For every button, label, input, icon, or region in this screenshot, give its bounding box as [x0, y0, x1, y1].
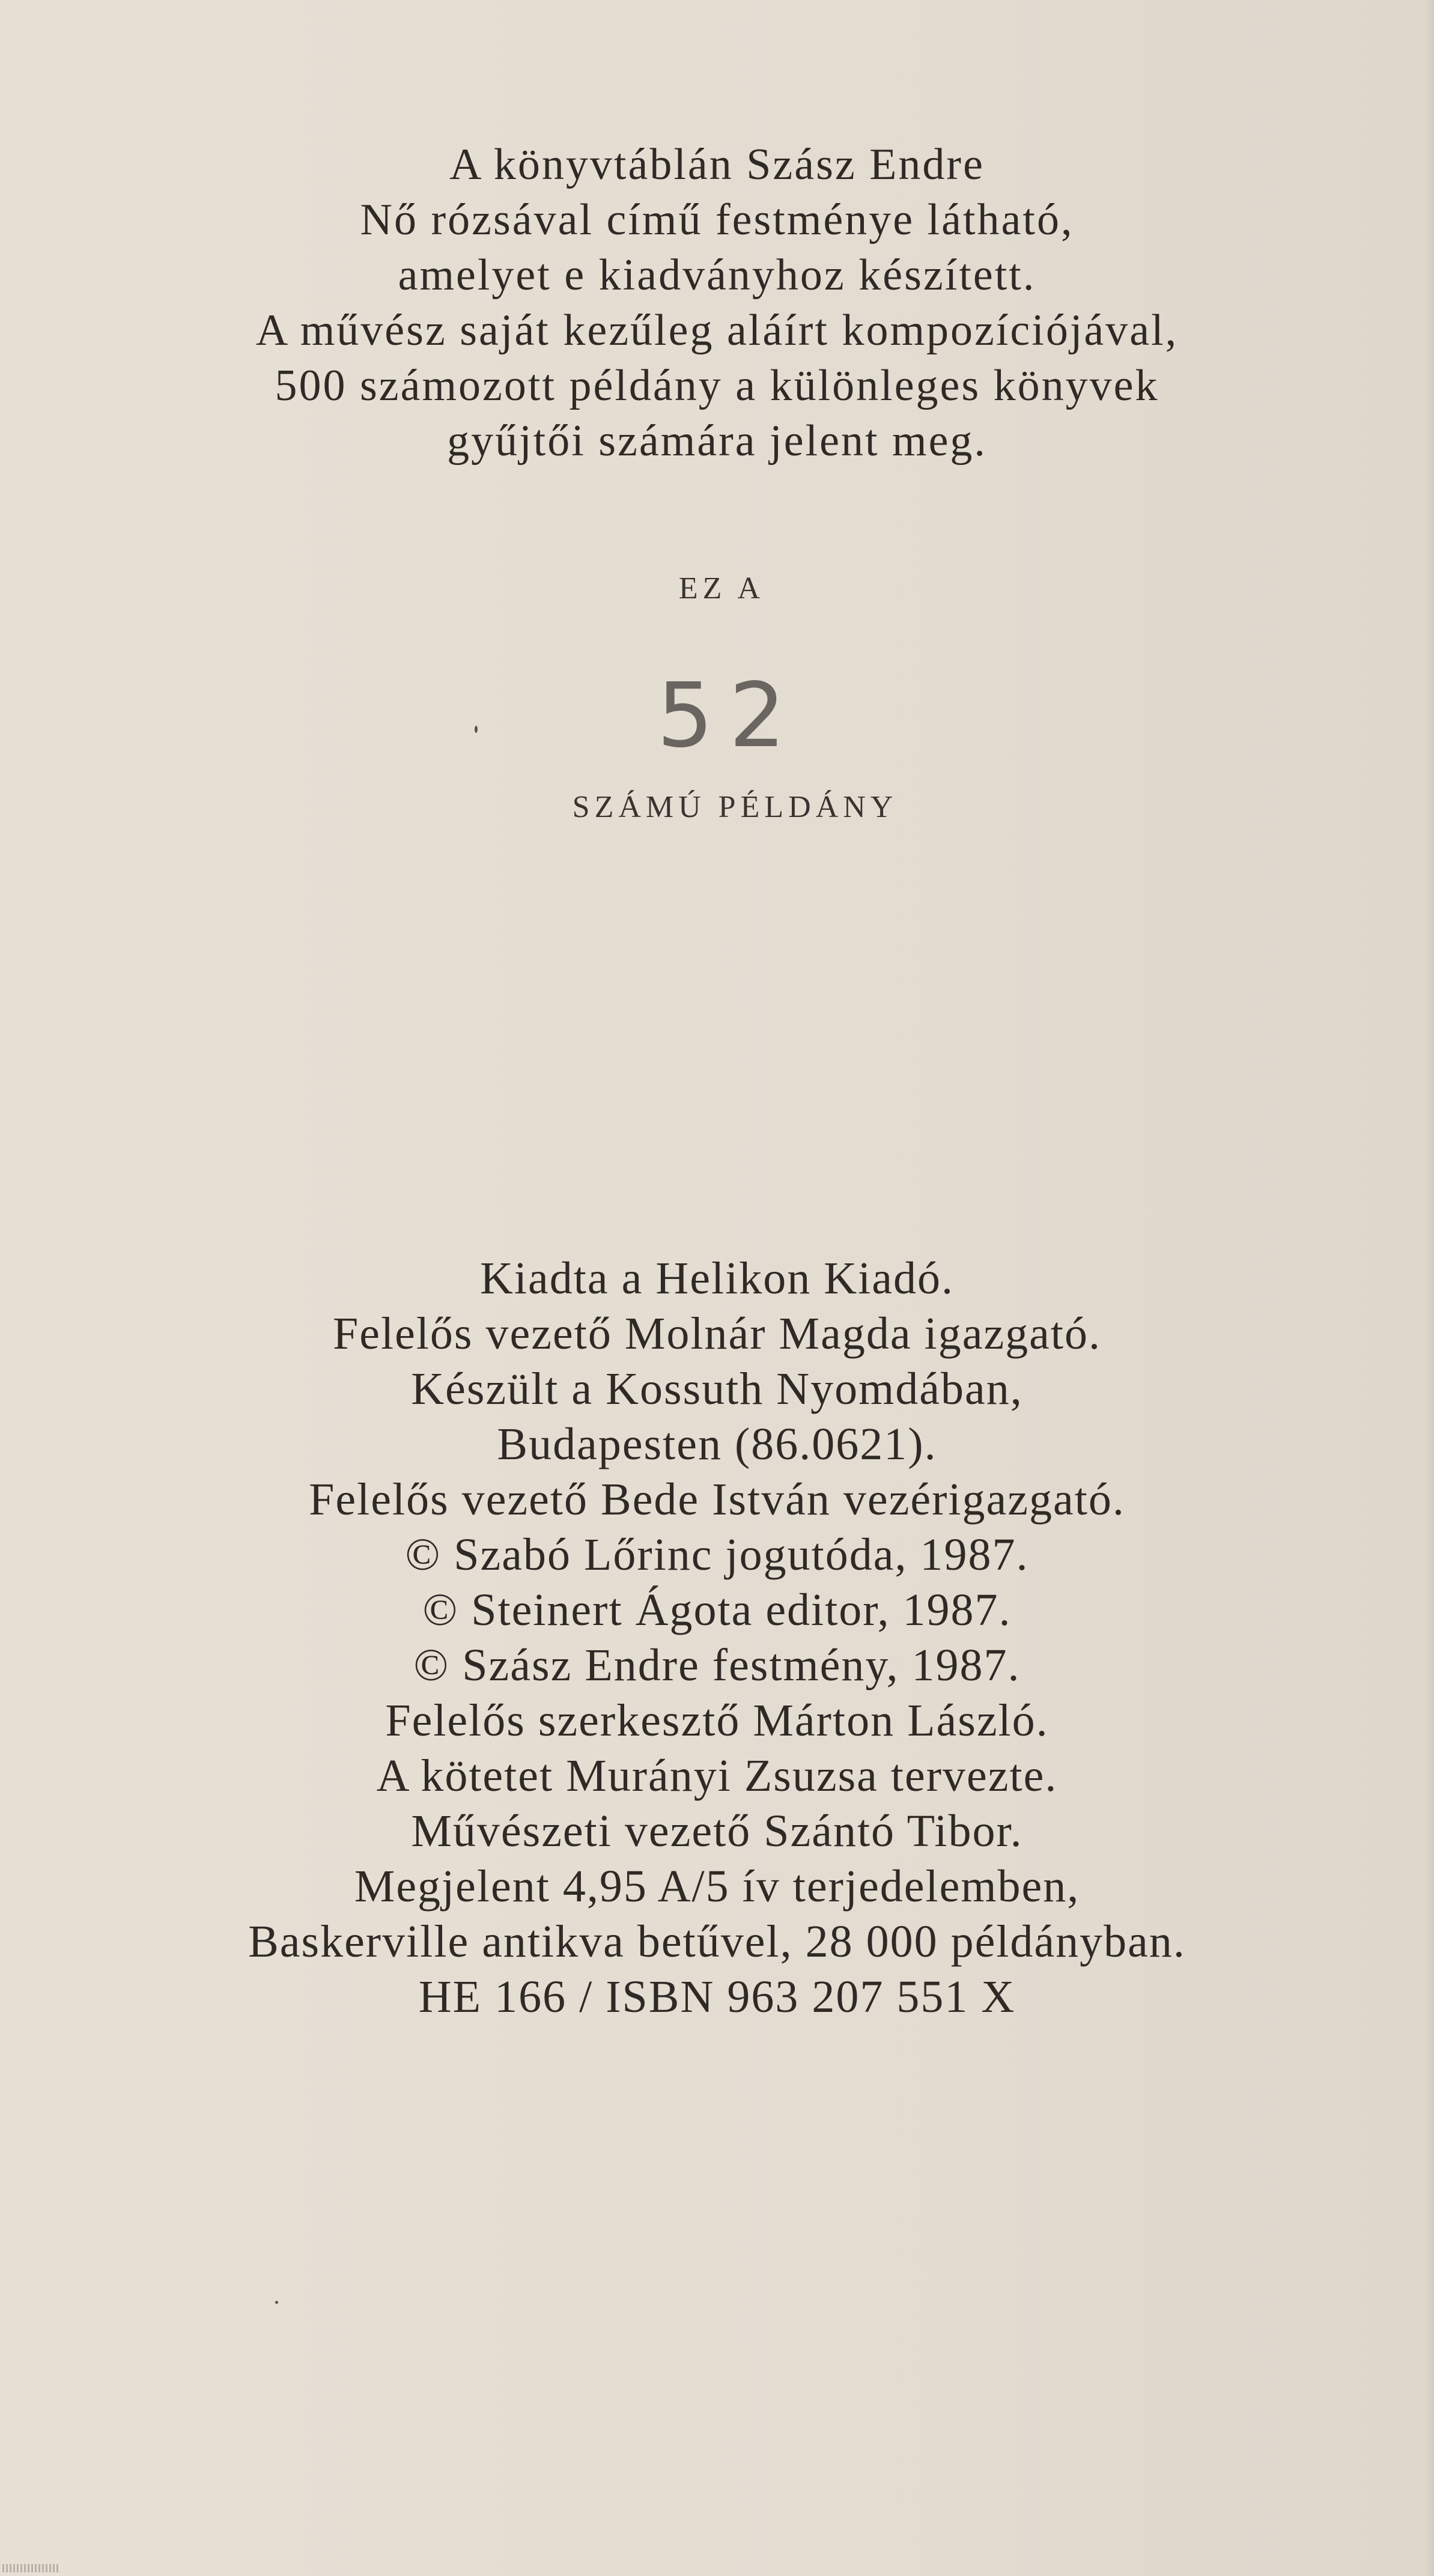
- ez-a-label: EZ A: [678, 571, 765, 606]
- colophon-line: Készült a Kossuth Nyomdában,: [411, 1364, 1023, 1414]
- notice-line: amelyet e kiadványhoz készített.: [398, 251, 1036, 300]
- limited-edition-notice: [0, 137, 1434, 469]
- colophon-line: HE 166 / ISBN 963 207 551 X: [418, 1972, 1016, 2022]
- notice-line: gyűjtői számára jelent meg.: [447, 416, 987, 466]
- notice-line: 500 számozott példány a különleges könyvek: [275, 361, 1159, 410]
- colophon-line: Megjelent 4,95 A/5 ív terjedelemben,: [354, 1861, 1080, 1912]
- colophon-line: Kiadta a Helikon Kiadó.: [480, 1253, 954, 1304]
- colophon-line: © Szász Endre festmény, 1987.: [413, 1640, 1021, 1690]
- colophon-line: Baskerville antikva betűvel, 28 000 példányban.: [248, 1916, 1186, 1967]
- colophon-line: A kötetet Murányi Zsuzsa tervezte.: [376, 1751, 1058, 1801]
- colophon: [0, 1251, 1434, 2025]
- colophon-line: Felelős szerkesztő Márton László.: [385, 1695, 1049, 1746]
- colophon-line: © Szabó Lőrinc jogutóda, 1987.: [405, 1530, 1029, 1580]
- szamu-peldany-label: SZÁMÚ PÉLDÁNY: [572, 790, 898, 824]
- notice-line: A művész saját kezűleg aláírt kompozíciójával,: [255, 306, 1179, 355]
- colophon-line: Budapesten (86.0621).: [497, 1419, 937, 1469]
- corner-watermark: [2, 2564, 60, 2572]
- page-edge-shadow: [1426, 0, 1434, 2576]
- colophon-line: © Steinert Ágota editor, 1987.: [422, 1585, 1012, 1635]
- colophon-line: Művészeti vezető Szántó Tibor.: [411, 1806, 1023, 1856]
- notice-line: A könyvtáblán Szász Endre: [449, 140, 985, 189]
- paper-speck: [475, 726, 478, 733]
- colophon-line: Felelős vezető Molnár Magda igazgató.: [332, 1308, 1102, 1359]
- stamped-copy-number: 52: [657, 664, 801, 767]
- colophon-line: Felelős vezető Bede István vezérigazgató.: [309, 1474, 1125, 1525]
- paper-speck: [275, 2301, 278, 2304]
- notice-line: Nő rózsával című festménye látható,: [360, 195, 1074, 245]
